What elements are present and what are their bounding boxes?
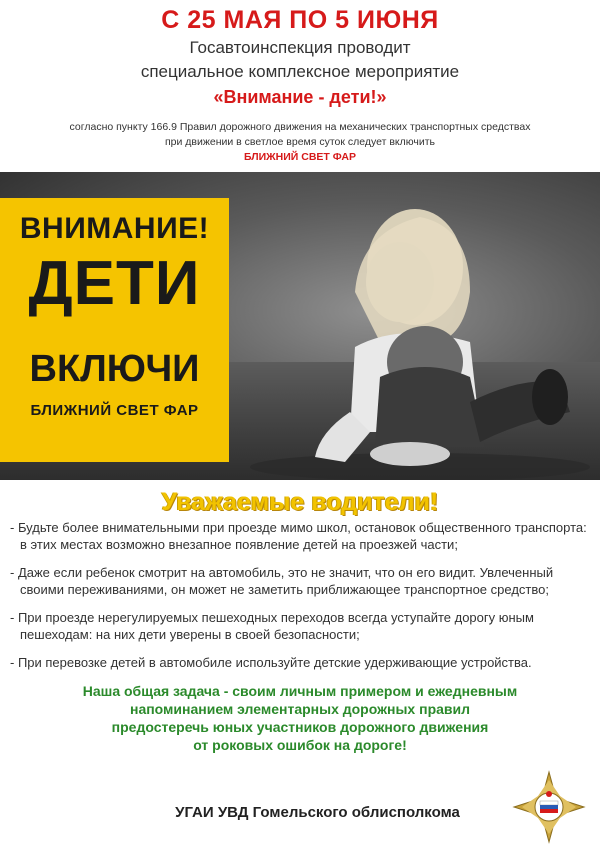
event-line: специальное комплексное мероприятие	[140, 62, 460, 81]
organizer-line: Госавтоинспекция проводит	[189, 38, 411, 57]
footer-org: УГАИ УВД Гомельского облисполкома	[175, 804, 460, 821]
tips-list	[10, 519, 595, 682]
common-goal	[30, 682, 570, 754]
rule-line-1: согласно пункту 166.9 Правил дорожного движения на механических транспортных средствах	[69, 121, 531, 133]
banner-children: ДЕТИ	[28, 249, 201, 318]
goal-line: от роковых ошибок на дороге!	[193, 737, 407, 753]
photo-banner	[0, 172, 600, 480]
gai-emblem-icon	[512, 770, 586, 844]
banner-attention: ВНИМАНИЕ!	[19, 212, 210, 245]
campaign-title: «Внимание - дети!»	[213, 87, 387, 107]
header	[0, 0, 600, 172]
banner-low-beam: БЛИЖНИЙ СВЕТ ФАР	[30, 402, 199, 419]
tip-item: - Будьте более внимательными при проезде мимо школ, остановок общественного транспорта: в этих местах возможно внезапное появление детей на проезжей части;	[10, 520, 587, 552]
rule-line-3: БЛИЖНИЙ СВЕТ ФАР	[243, 151, 357, 163]
goal-line: предостеречь юных участников дорожного движения	[111, 719, 489, 735]
goal-line: Наша общая задача - своим личным примером и ежедневным	[82, 683, 518, 699]
drivers-heading: Уважаемые водители!	[161, 488, 439, 516]
tip-item: - Даже если ребенок смотрит на автомобиль, это не значит, что он его видит. Увлеченный своими переживаниями, он может не заметить приближающее транспортное средство;	[10, 565, 554, 597]
tip-item: - При перевозке детей в автомобиле используйте детские удерживающие устройства.	[10, 655, 532, 670]
tip-item: - При проезде нерегулируемых пешеходных переходов всегда уступайте дорогу юным пешеходам: на них дети уверены в своей безопасности;	[10, 610, 534, 642]
rule-line-2: при движении в светлое время суток следует включить	[164, 136, 436, 148]
date-title: С 25 МАЯ ПО 5 ИЮНЯ	[161, 6, 439, 34]
goal-line: напоминанием элементарных дорожных правил	[129, 701, 471, 717]
banner-switch-on: ВКЛЮЧИ	[29, 348, 200, 390]
yellow-banner	[0, 198, 229, 462]
